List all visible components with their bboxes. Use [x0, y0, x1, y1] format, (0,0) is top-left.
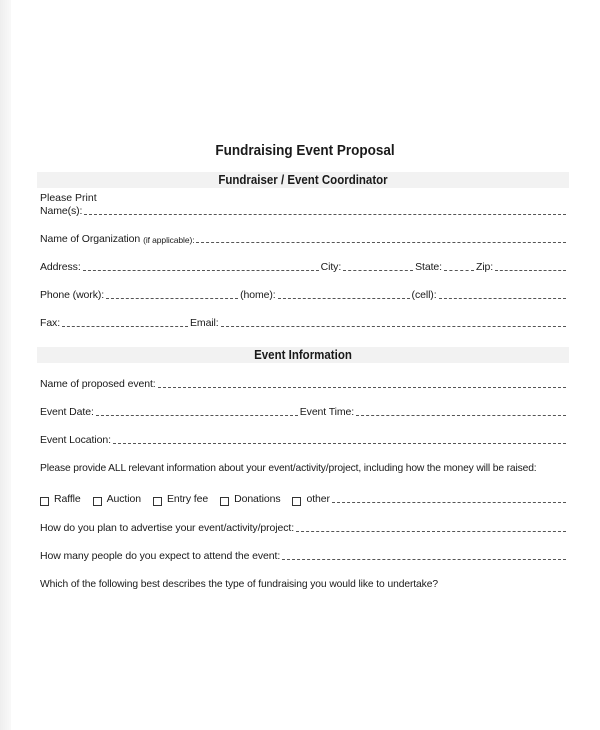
options-row [37, 493, 568, 505]
checkbox-other[interactable] [292, 497, 301, 506]
organization-row [40, 233, 568, 245]
section-title-coordinator: Fundraiser / Event Coordinator [218, 173, 388, 187]
state-label: State: [415, 261, 442, 273]
organization-note: (if applicable): [143, 235, 195, 245]
option-auction-label: Auction [106, 493, 141, 505]
phone-work-label: Phone (work): [40, 289, 105, 301]
fax-label: Fax: [40, 317, 61, 329]
zip-label: Zip: [476, 261, 494, 273]
please-print-label: Please Print [40, 192, 97, 204]
provide-info-text: Please provide ALL relevant information about your event/activity/project, including how the money will be raised: [40, 463, 537, 474]
phone-cell-label: (cell): [411, 289, 437, 301]
attendance-field[interactable] [282, 550, 566, 560]
option-other-label: other [306, 493, 330, 505]
address-label: Address: [40, 261, 81, 273]
attendance-label: How many people do you expect to attend the event: [40, 550, 281, 562]
option-auction[interactable] [90, 493, 141, 505]
option-raffle-label: Raffle [54, 493, 81, 505]
fax-field[interactable] [62, 317, 188, 327]
option-donations-label: Donations [234, 493, 281, 505]
event-date-label: Event Date: [40, 406, 94, 418]
advertise-row [40, 522, 568, 534]
advertise-label: How do you plan to advertise your event/activity/project: [40, 522, 295, 534]
event-time-field[interactable] [356, 406, 566, 416]
city-field[interactable] [343, 261, 413, 271]
names-label: Name(s): [40, 205, 83, 217]
location-row [40, 434, 568, 446]
fax-email-row [40, 317, 568, 329]
state-field[interactable] [444, 261, 474, 271]
section-header-coordinator [37, 172, 569, 188]
names-row [40, 205, 568, 217]
attendance-row [40, 550, 568, 562]
date-time-row [40, 406, 568, 418]
other-field[interactable] [332, 493, 566, 503]
address-row [40, 261, 568, 273]
checkbox-raffle[interactable] [40, 497, 49, 506]
event-location-field[interactable] [113, 434, 566, 444]
checkbox-entry-fee[interactable] [153, 497, 162, 506]
event-time-label: Event Time: [299, 406, 355, 418]
phone-home-label: (home): [240, 289, 276, 301]
event-location-label: Event Location: [40, 434, 111, 446]
names-field[interactable] [84, 205, 566, 215]
page-title: Fundraising Event Proposal [215, 142, 395, 159]
fundraising-type-question: Which of the following best describes the type of fundraising you would like to undertake? [40, 579, 438, 590]
email-field[interactable] [221, 317, 566, 327]
option-raffle[interactable] [37, 493, 81, 505]
option-other[interactable] [289, 493, 329, 505]
email-label: Email: [190, 317, 219, 329]
option-donations[interactable] [217, 493, 280, 505]
event-date-field[interactable] [96, 406, 298, 416]
city-label: City: [320, 261, 342, 273]
proposed-event-label: Name of proposed event: [40, 378, 156, 390]
phone-work-field[interactable] [106, 289, 238, 299]
phone-home-field[interactable] [278, 289, 410, 299]
section-header-event [37, 347, 569, 363]
phone-row [40, 289, 568, 301]
option-entry-fee-label: Entry fee [166, 493, 209, 505]
checkbox-donations[interactable] [220, 497, 229, 506]
checkbox-auction[interactable] [93, 497, 102, 506]
zip-field[interactable] [495, 261, 566, 271]
proposed-event-row [40, 378, 568, 390]
proposed-event-field[interactable] [158, 378, 566, 388]
advertise-field[interactable] [296, 522, 566, 532]
section-title-event: Event Information [254, 348, 352, 362]
organization-label: Name of Organization [40, 233, 141, 245]
phone-cell-field[interactable] [439, 289, 566, 299]
address-field[interactable] [83, 261, 319, 271]
organization-field[interactable] [196, 233, 566, 243]
option-entry-fee[interactable] [150, 493, 208, 505]
